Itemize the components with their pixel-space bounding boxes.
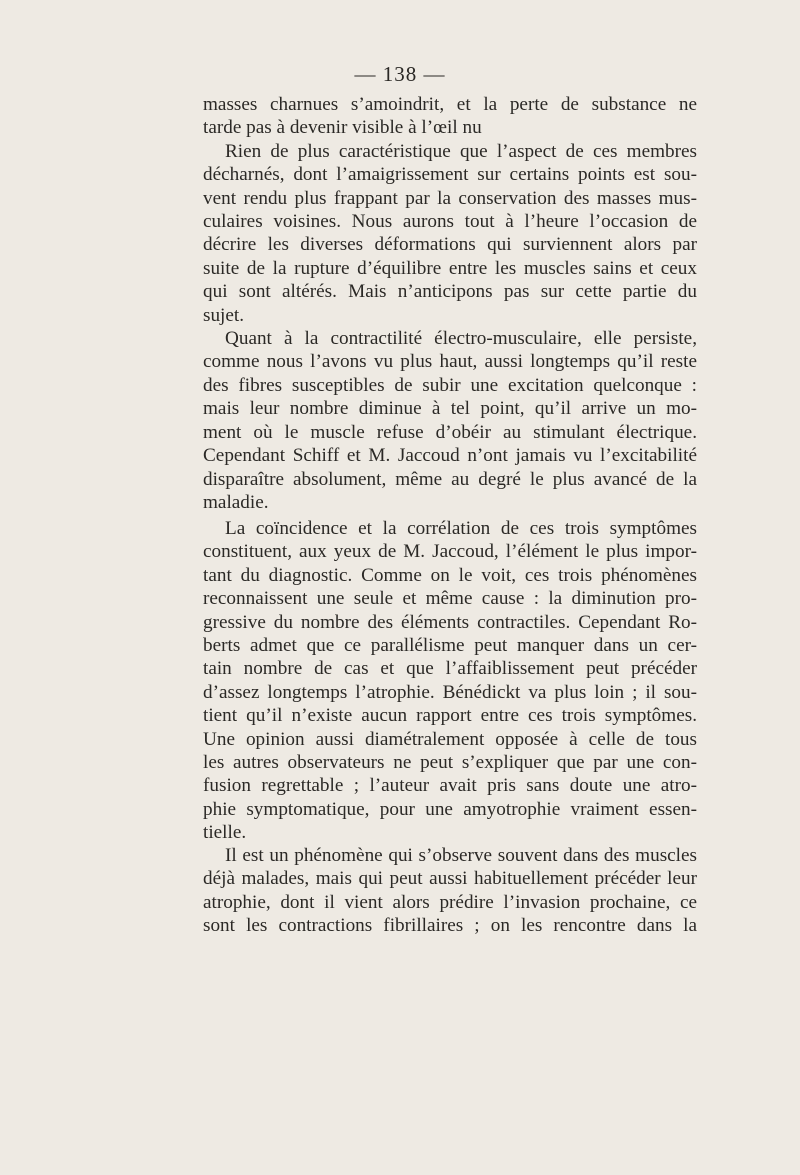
text-line: comme nous l’avons vu plus haut, aussi longtemps qu’il reste bbox=[203, 351, 697, 373]
text-line: Rien de plus caractéristique que l’aspect de ces membres bbox=[225, 140, 697, 162]
paragraph-group-3 bbox=[203, 844, 697, 938]
text-line: atrophie, dont il vient alors prédire l’invasion prochaine, ce bbox=[203, 891, 697, 913]
text-line: masses charnues s’amoindrit, et la perte de substance ne bbox=[203, 94, 697, 115]
text-line: qui sont altérés. Mais n’anticipons pas sur cette partie du bbox=[203, 281, 697, 303]
text-line: ment où le muscle refuse d’obéir au stimulant électrique. bbox=[203, 421, 697, 443]
text-line: mais leur nombre diminue à tel point, qu’il arrive un mo- bbox=[203, 398, 697, 420]
text-line: Quant à la contractilité électro-musculaire, elle persiste, bbox=[225, 328, 697, 350]
text-line: La coïncidence et la corrélation de ces trois symptômes bbox=[225, 518, 697, 539]
text-line: sont les contractions fibrillaires ; on les rencontre dans la bbox=[203, 915, 697, 937]
text-line: maladie. bbox=[203, 491, 269, 513]
text-line: vent rendu plus frappant par la conservation des masses mus- bbox=[203, 187, 697, 209]
text-line: berts admet que ce parallélisme peut manquer dans un cer- bbox=[203, 635, 697, 657]
text-line: Il est un phénomène qui s’observe souvent dans des muscles bbox=[225, 845, 697, 866]
text-line: phie symptomatique, pour une amyotrophie vraiment essen- bbox=[203, 798, 697, 820]
text-line: tielle. bbox=[203, 822, 247, 844]
text-line: suite de la rupture d’équilibre entre les muscles sains et ceux bbox=[203, 257, 697, 279]
text-line: décharnés, dont l’amaigrissement sur certains points est sou- bbox=[203, 164, 697, 186]
paragraph-group-2 bbox=[203, 517, 697, 845]
text-line: constituent, aux yeux de M. Jaccoud, l’élément le plus impor- bbox=[203, 541, 697, 563]
text-line: reconnaissent une seule et même cause : la diminution pro- bbox=[203, 588, 697, 610]
text-line: tient qu’il n’existe aucun rapport entre ces trois symptômes. bbox=[203, 705, 697, 727]
text-line: tain nombre de cas et que l’affaiblissement peut précéder bbox=[203, 658, 697, 680]
text-line: Cependant Schiff et M. Jaccoud n’ont jamais vu l’excitabilité bbox=[203, 445, 697, 467]
text-line: disparaître absolument, même au degré le plus avancé de la bbox=[203, 468, 697, 490]
text-line: les autres observateurs ne peut s’expliquer que par une con- bbox=[203, 752, 697, 774]
text-line: Une opinion aussi diamétralement opposée à celle de tous bbox=[203, 728, 697, 750]
text-line: fusion regrettable ; l’auteur avait pris sans doute une atro- bbox=[203, 775, 697, 797]
text-line: tant du diagnostic. Comme on le voit, ces trois phénomènes bbox=[203, 564, 697, 586]
text-line: des fibres susceptibles de subir une excitation quelconque : bbox=[203, 374, 697, 396]
text-line: sujet. bbox=[203, 304, 245, 326]
text-line: d’assez longtemps l’atrophie. Bénédickt va plus loin ; il sou- bbox=[203, 681, 697, 703]
text-line: tarde pas à devenir visible à l’œil nu bbox=[203, 117, 482, 139]
page-number: — 138 — bbox=[354, 62, 446, 86]
paragraph-group-1 bbox=[203, 93, 697, 514]
text-line: déjà malades, mais qui peut aussi habituellement précéder leur bbox=[203, 868, 697, 890]
text-line: culaires voisines. Nous aurons tout à l’heure l’occasion de bbox=[203, 211, 697, 233]
text-line: gressive du nombre des éléments contractiles. Cependant Ro- bbox=[203, 611, 697, 633]
text-line: décrire les diverses déformations qui surviennent alors par bbox=[203, 234, 697, 256]
